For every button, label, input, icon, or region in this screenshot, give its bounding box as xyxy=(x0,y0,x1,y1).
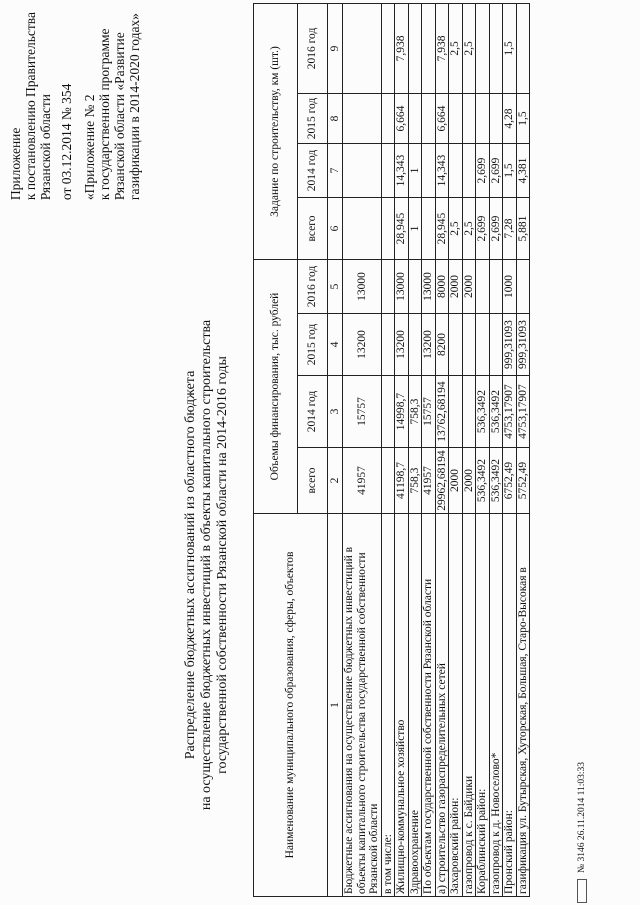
table-cell: 2,5 xyxy=(462,3,476,93)
header-total: всего xyxy=(298,448,328,514)
table-cell: 758,3 xyxy=(408,376,422,448)
row-label: газификация ул. Бутырская, Хуторская, Большая, Старо-Высокая в xyxy=(516,514,530,897)
table-cell xyxy=(381,314,395,376)
table-cell: 5752,49 xyxy=(516,448,530,514)
title-line: государственной собственности Рязанской области на 2014-2016 годы xyxy=(215,356,230,774)
table-cell: 999,31093 xyxy=(503,314,517,376)
table-cell xyxy=(462,376,476,448)
table-cell: 2000 xyxy=(462,448,476,514)
table-row xyxy=(516,3,530,896)
row-label: Пронский район: xyxy=(503,514,517,897)
table-cell: 7,28 xyxy=(503,198,517,260)
table-cell xyxy=(422,144,436,198)
table-cell xyxy=(381,448,395,514)
table-cell xyxy=(381,144,395,198)
table-cell: 29962,68194 xyxy=(435,448,449,514)
row-label: Бюджетные ассигнования на осуществление бюджетных инвестиций в объекты капитального строительства государственной собственности Рязанской области xyxy=(343,514,382,897)
table-cell xyxy=(408,260,422,314)
table-cell xyxy=(449,314,463,376)
appendix-header xyxy=(8,12,142,200)
appendix-line: от 03.12.2014 № 354 xyxy=(59,83,74,201)
table-cell: 8000 xyxy=(435,260,449,314)
table-cell: 2,5 xyxy=(449,198,463,260)
table-cell xyxy=(516,260,530,314)
row-label: в том числе: xyxy=(381,514,395,897)
document-title xyxy=(183,245,231,885)
table-cell: 7,938 xyxy=(435,3,449,93)
table-cell xyxy=(422,94,436,144)
table-cell: 14998,7 xyxy=(395,376,409,448)
header-task-2015: 2015 год xyxy=(298,94,328,144)
table-cell: 8200 xyxy=(435,314,449,376)
header-2014: 2014 год xyxy=(298,376,328,448)
column-number: 7 xyxy=(328,144,343,198)
header-name: Наименование муниципального образования, сферы, объектов xyxy=(254,514,328,897)
table-row xyxy=(503,3,517,896)
table-cell xyxy=(462,94,476,144)
table-cell xyxy=(462,314,476,376)
table-row xyxy=(476,3,490,896)
column-number: 8 xyxy=(328,94,343,144)
table-cell xyxy=(489,260,503,314)
table-row xyxy=(395,3,409,896)
header-funding: Объемы финансирования, тыс. рублей xyxy=(254,260,298,514)
table-cell xyxy=(449,376,463,448)
table-cell: 2,5 xyxy=(449,3,463,93)
table-cell xyxy=(489,94,503,144)
appendix-line: Приложение xyxy=(8,127,23,201)
table-row xyxy=(343,3,382,896)
table-cell: 2,699 xyxy=(476,144,490,198)
header-2015: 2015 год xyxy=(298,314,328,376)
table-cell: 15757 xyxy=(343,376,382,448)
table-cell: 14,343 xyxy=(395,144,409,198)
header-task-2016: 2016 год xyxy=(298,3,328,93)
column-number-row xyxy=(328,3,343,896)
table-cell: 1000 xyxy=(503,260,517,314)
budget-table xyxy=(253,3,530,897)
table-row xyxy=(408,3,422,896)
table-cell xyxy=(476,94,490,144)
table-cell: 6,664 xyxy=(435,94,449,144)
row-label: Жилищно-коммунальное хозяйство xyxy=(395,514,409,897)
table-cell xyxy=(476,3,490,93)
table-cell xyxy=(489,314,503,376)
table-cell: 28,945 xyxy=(395,198,409,260)
table-cell: 1,5 xyxy=(503,144,517,198)
table-cell xyxy=(449,94,463,144)
table-cell: 41198,7 xyxy=(395,448,409,514)
table-cell: 2,699 xyxy=(476,198,490,260)
header-2016: 2016 год xyxy=(298,260,328,314)
table-cell xyxy=(449,144,463,198)
table-cell: 536,3492 xyxy=(476,448,490,514)
table-cell: 13200 xyxy=(343,314,382,376)
table-cell: 4753,17907 xyxy=(516,376,530,448)
appendix-line: к государственной программе xyxy=(97,28,112,201)
header-task-total: всего xyxy=(298,198,328,260)
table-cell: 28,945 xyxy=(435,198,449,260)
table-cell: 4753,17907 xyxy=(503,376,517,448)
table-cell xyxy=(489,3,503,93)
table-cell: 13000 xyxy=(343,260,382,314)
table-cell xyxy=(408,314,422,376)
table-cell xyxy=(408,3,422,93)
table-cell xyxy=(381,94,395,144)
table-cell xyxy=(476,260,490,314)
table-cell: 13200 xyxy=(395,314,409,376)
appendix-line: газификации в 2014-2020 годах» xyxy=(127,13,142,201)
header-task: Задание по строительству, км (шт.) xyxy=(254,3,298,259)
table-cell: 14,343 xyxy=(435,144,449,198)
appendix-line: Рязанской области «Развитие xyxy=(112,32,127,201)
table-cell: 13762,68194 xyxy=(435,376,449,448)
column-number: 4 xyxy=(328,314,343,376)
table-cell: 4,381 xyxy=(516,144,530,198)
table-row xyxy=(422,3,436,896)
table-cell: 999,31093 xyxy=(516,314,530,376)
table-cell: 1 xyxy=(408,198,422,260)
seal-icon xyxy=(577,879,587,903)
table-cell: 7,938 xyxy=(395,3,409,93)
row-label: Здравоохранение xyxy=(408,514,422,897)
table-cell: 1 xyxy=(408,144,422,198)
table-cell xyxy=(462,144,476,198)
row-label: Кораблинский район: xyxy=(476,514,490,897)
table-cell xyxy=(343,198,382,260)
table-cell: 41957 xyxy=(343,448,382,514)
table-body xyxy=(328,3,530,896)
table-cell xyxy=(381,376,395,448)
table-cell: 536,3492 xyxy=(489,448,503,514)
table-row xyxy=(449,3,463,896)
table-row xyxy=(435,3,449,896)
table-cell xyxy=(343,3,382,93)
table-cell: 13200 xyxy=(422,314,436,376)
table-cell: 13000 xyxy=(422,260,436,314)
table-cell: 2000 xyxy=(449,448,463,514)
table-cell: 41957 xyxy=(422,448,436,514)
row-label: По объектам государственной собственности Рязанской области xyxy=(422,514,436,897)
column-number: 2 xyxy=(328,448,343,514)
table-cell xyxy=(381,198,395,260)
table-cell xyxy=(516,3,530,93)
table-cell xyxy=(408,94,422,144)
column-number: 3 xyxy=(328,376,343,448)
table-cell: 2000 xyxy=(449,260,463,314)
appendix-line: «Приложение № 2 xyxy=(82,94,97,201)
table-cell xyxy=(343,94,382,144)
column-number: 5 xyxy=(328,260,343,314)
table-cell: 2,699 xyxy=(489,198,503,260)
table-row xyxy=(462,3,476,896)
table-cell xyxy=(381,260,395,314)
row-label: а) строительство газораспределительных сетей xyxy=(435,514,449,897)
table-cell: 4,28 xyxy=(503,94,517,144)
table-cell: 5,881 xyxy=(516,198,530,260)
row-label: Захаровский район: xyxy=(449,514,463,897)
title-line: Распределение бюджетных ассигнований из областного бюджета xyxy=(183,370,198,760)
table-cell: 6752,49 xyxy=(503,448,517,514)
appendix-line: к постановлению Правительства xyxy=(23,12,38,201)
column-number: 9 xyxy=(328,3,343,93)
table-cell: 536,3492 xyxy=(476,376,490,448)
header-task-2014: 2014 год xyxy=(298,144,328,198)
row-label: газопровод к д. Новоселово* xyxy=(489,514,503,897)
appendix-line: Рязанской области xyxy=(38,93,53,201)
stamp-text: № 3146 26.11.2014 11:03:33 xyxy=(577,761,588,873)
table-cell: 536,3492 xyxy=(489,376,503,448)
table-row xyxy=(489,3,503,896)
table-cell: 13000 xyxy=(395,260,409,314)
table-cell: 2,699 xyxy=(489,144,503,198)
title-line: на осуществление бюджетных инвестиций в объекты капитального строительства xyxy=(199,319,214,811)
table-cell: 15757 xyxy=(422,376,436,448)
table-cell: 1,5 xyxy=(503,3,517,93)
table-cell xyxy=(476,314,490,376)
table-cell xyxy=(422,198,436,260)
column-number: 6 xyxy=(328,198,343,260)
table-cell xyxy=(343,144,382,198)
row-label: газопровод к с. Байдики xyxy=(462,514,476,897)
table-row xyxy=(381,3,395,896)
table-cell: 758,3 xyxy=(408,448,422,514)
table-cell xyxy=(381,3,395,93)
table-cell xyxy=(422,3,436,93)
table-cell: 1,5 xyxy=(516,94,530,144)
column-number: 1 xyxy=(328,514,343,897)
table-cell: 2,5 xyxy=(462,198,476,260)
table-cell: 2000 xyxy=(462,260,476,314)
registration-stamp xyxy=(577,762,587,903)
table-cell: 6,664 xyxy=(395,94,409,144)
